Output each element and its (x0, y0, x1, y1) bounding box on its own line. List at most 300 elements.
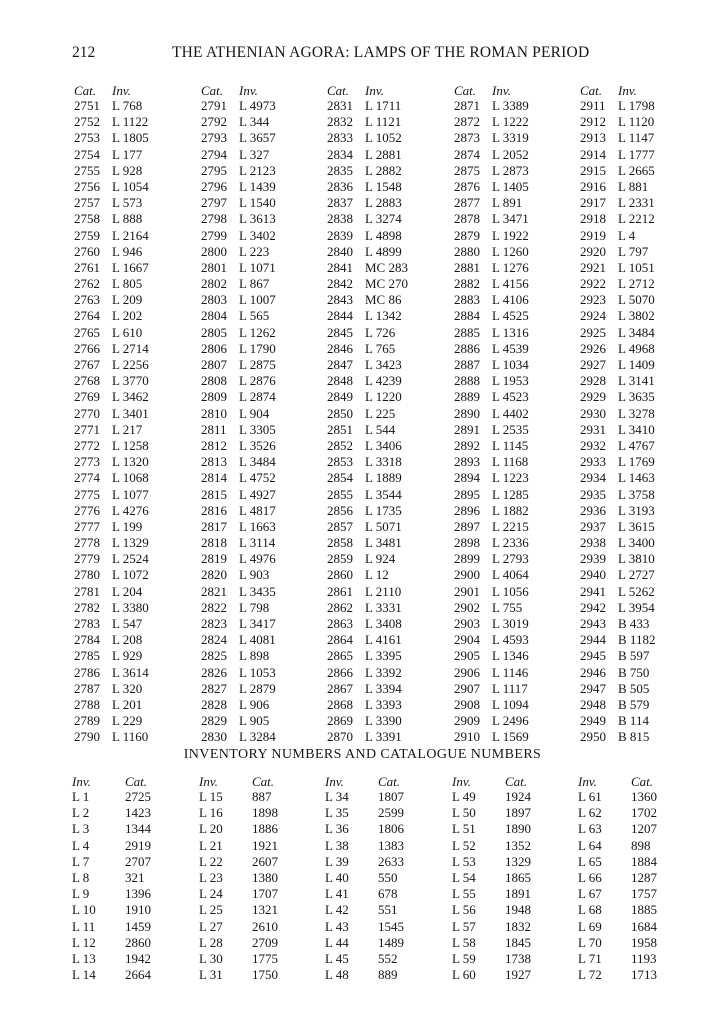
cell-second: L 1889 (365, 470, 402, 486)
cell-second: 1750 (252, 967, 278, 983)
header-second: Cat. (125, 774, 148, 789)
cell-second: B 579 (618, 696, 650, 712)
header-first: Cat. (454, 83, 477, 98)
cell-first: 2797 (201, 195, 227, 211)
cell-first: 2758 (74, 211, 100, 227)
cell-second: L 4899 (365, 243, 402, 259)
cell-first: 2849 (327, 389, 353, 405)
cell-second: B 1182 (618, 632, 656, 648)
header-first: Cat. (201, 83, 224, 98)
cell-first: 2911 (580, 98, 606, 113)
cell-second: L 1540 (239, 195, 276, 211)
header-first: Inv. (452, 774, 471, 789)
cell-second: L 1409 (618, 357, 655, 372)
cell-first: 2934 (580, 470, 606, 486)
cell-first: 2795 (201, 162, 227, 178)
cell-second: L 1220 (365, 389, 402, 405)
cell-second: 2919 (125, 837, 151, 853)
cell-first: L 10 (72, 902, 96, 918)
cell-second: 1806 (378, 821, 404, 837)
cell-first: 2773 (74, 454, 100, 470)
cell-second: 1958 (631, 934, 657, 950)
cell-second: 1885 (631, 902, 657, 918)
cell-first: 2946 (580, 664, 606, 680)
cell-second: L 2496 (492, 713, 529, 729)
cell-second: 1910 (125, 902, 151, 918)
cell-first: 2920 (580, 243, 606, 259)
cell-second: L 1320 (112, 454, 149, 470)
cell-second: 1321 (252, 902, 278, 918)
cell-second: L 1922 (492, 227, 529, 243)
cell-first: 2887 (454, 357, 480, 372)
cell-first: 2874 (454, 146, 480, 162)
cell-first: 2822 (201, 599, 227, 615)
cell-second: L 565 (239, 308, 270, 324)
cell-first: 2766 (74, 340, 100, 356)
cell-first: 2816 (201, 502, 227, 518)
cell-second: L 4106 (492, 292, 529, 308)
cell-second: L 3400 (618, 535, 655, 551)
cell-second: L 2052 (492, 146, 529, 162)
cell-second: MC 86 (365, 292, 402, 308)
cell-first: 2835 (327, 162, 353, 178)
cell-second: L 3402 (239, 227, 276, 243)
cell-first: L 60 (452, 967, 476, 983)
cell-first: 2802 (201, 276, 227, 292)
cell-second: L 4767 (618, 437, 655, 453)
cell-first: 2902 (454, 599, 480, 615)
cell-second: L 204 (112, 583, 143, 599)
cell-second: L 3526 (239, 437, 276, 453)
cell-first: 2798 (201, 211, 227, 227)
cell-first: 2776 (74, 502, 100, 518)
cell-first: 2950 (580, 729, 606, 745)
cell-second: 1459 (125, 918, 151, 934)
cell-first: 2836 (327, 178, 353, 194)
cell-first: 2817 (201, 518, 227, 534)
cell-second: 1423 (125, 805, 151, 821)
cell-first: 2756 (74, 178, 100, 194)
cell-first: 2794 (201, 146, 227, 162)
cell-second: L 4817 (239, 502, 276, 518)
cell-first: L 21 (199, 837, 223, 853)
cell-second: L 4968 (618, 340, 655, 356)
cell-first: L 62 (578, 805, 602, 821)
cell-first: 2882 (454, 276, 480, 292)
cell-first: L 36 (325, 821, 349, 837)
cell-second: L 765 (365, 340, 396, 356)
cell-second: L 3319 (492, 130, 529, 146)
cell-first: 2771 (74, 421, 100, 437)
cell-second: L 3471 (492, 211, 529, 227)
cell-second: L 4898 (365, 227, 402, 243)
cell-second: L 2881 (365, 146, 402, 162)
cell-second: B 815 (618, 729, 650, 745)
cell-first: 2864 (327, 632, 353, 648)
cell-first: 2900 (454, 567, 480, 583)
cell-first: L 35 (325, 805, 349, 821)
cell-second: 2610 (252, 918, 278, 934)
cell-first: L 9 (72, 886, 90, 902)
cell-first: 2858 (327, 535, 353, 551)
cell-second: L 1342 (365, 308, 402, 324)
cell-second: MC 270 (365, 276, 408, 292)
cell-first: 2916 (580, 178, 606, 194)
cell-first: L 64 (578, 837, 602, 853)
header-first: Inv. (72, 774, 91, 789)
cell-second: B 597 (618, 648, 650, 664)
cell-second: 1707 (252, 886, 278, 902)
cell-second: L 1056 (492, 583, 529, 599)
cell-second: L 1569 (492, 729, 529, 745)
cell-second: L 1262 (239, 324, 276, 340)
cell-first: 2937 (580, 518, 606, 534)
cell-first: 2850 (327, 405, 353, 421)
section-heading: INVENTORY NUMBERS AND CATALOGUE NUMBERS (183, 747, 542, 762)
cell-first: 2885 (454, 324, 480, 340)
cell-first: 2862 (327, 599, 353, 615)
cell-second: L 1094 (492, 696, 529, 712)
cell-first: 2886 (454, 340, 480, 356)
cell-first: L 24 (199, 886, 223, 902)
cell-first: 2846 (327, 340, 353, 356)
cell-first: 2908 (454, 696, 480, 712)
cell-second: L 199 (112, 518, 143, 534)
cell-first: 2763 (74, 292, 100, 308)
cell-second: L 2883 (365, 195, 402, 211)
cell-first: 2904 (454, 632, 480, 648)
header-second: Inv. (112, 83, 131, 98)
cell-first: 2796 (201, 178, 227, 194)
cell-second: L 4161 (365, 632, 402, 648)
cell-second: L 202 (112, 308, 143, 324)
cell-first: 2857 (327, 518, 353, 534)
cell-first: 2931 (580, 421, 606, 437)
cell-first: 2894 (454, 470, 480, 486)
cell-first: L 41 (325, 886, 349, 902)
cell-first: L 54 (452, 869, 476, 885)
cell-second: L 4752 (239, 470, 276, 486)
cell-second: L 3406 (365, 437, 402, 453)
cell-first: L 51 (452, 821, 476, 837)
cell-first: L 27 (199, 918, 223, 934)
cell-first: L 11 (72, 918, 96, 934)
cell-first: L 34 (325, 789, 349, 804)
cell-first: 2893 (454, 454, 480, 470)
cell-first: 2918 (580, 211, 606, 227)
cell-second: L 3391 (365, 729, 402, 745)
cell-second: L 2212 (618, 211, 655, 227)
cell-first: 2873 (454, 130, 480, 146)
cell-first: 2863 (327, 616, 353, 631)
cell-second: L 3380 (112, 599, 149, 615)
header-first: Cat. (74, 83, 97, 98)
cell-second: L 4402 (492, 405, 529, 421)
cell-second: 1287 (631, 869, 657, 885)
cell-second: L 544 (365, 421, 396, 437)
cell-first: 2800 (201, 243, 227, 259)
cell-first: L 61 (578, 789, 602, 804)
cell-first: 2940 (580, 567, 606, 583)
cell-first: 2948 (580, 696, 606, 712)
cell-first: 2855 (327, 486, 353, 502)
cell-first: L 58 (452, 934, 476, 950)
cell-second: L 3274 (365, 211, 402, 227)
cell-first: 2913 (580, 130, 606, 146)
cell-first: 2791 (201, 98, 227, 113)
cell-first: L 63 (578, 821, 602, 837)
cell-first: 2813 (201, 454, 227, 470)
cell-first: 2809 (201, 389, 227, 405)
cell-second: L 3394 (365, 680, 402, 696)
cell-first: 2907 (454, 680, 480, 696)
cell-second: L 3284 (239, 729, 276, 745)
cell-second: 2725 (125, 789, 151, 804)
cell-second: L 1769 (618, 454, 655, 470)
cell-first: 2774 (74, 470, 100, 486)
cell-first: L 38 (325, 837, 349, 853)
header-first: Inv. (199, 774, 218, 789)
cell-first: 2866 (327, 664, 353, 680)
cell-second: B 433 (618, 616, 650, 631)
cell-second: 898 (631, 837, 651, 853)
cell-second: L 2535 (492, 421, 529, 437)
cell-first: L 25 (199, 902, 223, 918)
cell-first: 2801 (201, 259, 227, 275)
cell-first: 2761 (74, 259, 100, 275)
cell-second: L 4 (618, 227, 636, 243)
cell-second: L 12 (365, 567, 389, 583)
cell-first: L 39 (325, 853, 349, 869)
cell-second: L 3141 (618, 373, 655, 389)
cell-second: L 4276 (112, 502, 149, 518)
cell-first: 2803 (201, 292, 227, 308)
cell-first: 2775 (74, 486, 100, 502)
cell-second: L 3331 (365, 599, 402, 615)
cell-first: 2939 (580, 551, 606, 567)
cell-first: 2788 (74, 696, 100, 712)
cell-first: 2861 (327, 583, 353, 599)
cell-second: L 1071 (239, 259, 276, 275)
cell-second: L 1117 (492, 680, 528, 696)
cell-first: 2814 (201, 470, 227, 486)
header-second: Cat. (631, 774, 654, 789)
cell-second: 1845 (505, 934, 531, 950)
cell-first: L 30 (199, 950, 223, 966)
cell-second: L 223 (239, 243, 270, 259)
cell-second: L 4064 (492, 567, 529, 583)
cell-second: L 2727 (618, 567, 655, 583)
cell-first: 2860 (327, 567, 353, 583)
cell-first: 2810 (201, 405, 227, 421)
cell-second: L 4525 (492, 308, 529, 324)
cell-second: L 2665 (618, 162, 655, 178)
header-second: Cat. (252, 774, 275, 789)
cell-second: L 201 (112, 696, 143, 712)
cell-second: 1396 (125, 886, 151, 902)
cell-first: 2847 (327, 357, 353, 372)
cell-second: L 209 (112, 292, 143, 308)
cell-first: L 70 (578, 934, 602, 950)
cell-second: L 2336 (492, 535, 529, 551)
cell-second: L 217 (112, 421, 143, 437)
cell-second: L 2164 (112, 227, 149, 243)
cell-first: L 57 (452, 918, 476, 934)
cell-second: L 225 (365, 405, 396, 421)
cell-first: 2815 (201, 486, 227, 502)
cell-second: L 2331 (618, 195, 655, 211)
cell-second: L 1168 (492, 454, 529, 470)
cell-first: 2869 (327, 713, 353, 729)
cell-second: L 1260 (492, 243, 529, 259)
cell-second: L 1735 (365, 502, 402, 518)
cell-second: L 1053 (239, 664, 276, 680)
cell-second: 1890 (505, 821, 531, 837)
cell-second: 1713 (631, 967, 657, 983)
cell-second: L 867 (239, 276, 270, 292)
cell-second: 1886 (252, 821, 278, 837)
cell-second: 321 (125, 869, 145, 885)
cell-second: L 1663 (239, 518, 276, 534)
cell-second: L 3770 (112, 373, 149, 389)
cell-second: L 904 (239, 405, 270, 421)
cell-first: 2825 (201, 648, 227, 664)
cell-second: L 3417 (239, 616, 276, 631)
cell-second: L 1052 (365, 130, 402, 146)
cell-first: 2770 (74, 405, 100, 421)
cell-second: L 3410 (618, 421, 655, 437)
cell-first: 2854 (327, 470, 353, 486)
cell-second: L 903 (239, 567, 270, 583)
cell-second: 551 (378, 902, 398, 918)
cell-second: L 1711 (365, 98, 402, 113)
cell-first: 2772 (74, 437, 100, 453)
cell-first: 2826 (201, 664, 227, 680)
cell-second: 2860 (125, 934, 151, 950)
cell-second: 2707 (125, 853, 151, 869)
running-title: THE ATHENIAN AGORA: LAMPS OF THE ROMAN PERIOD (172, 44, 590, 61)
cell-second: L 2874 (239, 389, 276, 405)
cell-first: 2785 (74, 648, 100, 664)
cell-second: L 2793 (492, 551, 529, 567)
cell-first: 2933 (580, 454, 606, 470)
cell-second: L 1953 (492, 373, 529, 389)
cell-second: L 3019 (492, 616, 529, 631)
cell-first: 2936 (580, 502, 606, 518)
cell-second: 1738 (505, 950, 531, 966)
cell-first: 2784 (74, 632, 100, 648)
cell-second: L 3802 (618, 308, 655, 324)
cell-second: L 1276 (492, 259, 529, 275)
cell-first: 2840 (327, 243, 353, 259)
cell-first: 2888 (454, 373, 480, 389)
cell-first: L 31 (199, 967, 223, 983)
cell-first: 2827 (201, 680, 227, 696)
header-first: Inv. (578, 774, 597, 789)
cell-first: 2754 (74, 146, 100, 162)
cell-first: 2762 (74, 276, 100, 292)
cell-second: L 1122 (112, 114, 149, 130)
cell-second: L 2873 (492, 162, 529, 178)
cell-first: 2915 (580, 162, 606, 178)
cell-second: L 805 (112, 276, 143, 292)
cell-first: L 72 (578, 967, 602, 983)
cell-second: L 4976 (239, 551, 276, 567)
cell-second: 1329 (505, 853, 531, 869)
cell-second: 1898 (252, 805, 278, 821)
cell-first: 2922 (580, 276, 606, 292)
cell-second: L 768 (112, 98, 143, 113)
cell-first: 2910 (454, 729, 480, 745)
cell-second: L 797 (618, 243, 649, 259)
cell-first: 2905 (454, 648, 480, 664)
cell-first: 2829 (201, 713, 227, 729)
cell-first: L 20 (199, 821, 223, 837)
cell-first: 2892 (454, 437, 480, 453)
cell-first: 2839 (327, 227, 353, 243)
cell-second: L 3114 (239, 535, 276, 551)
cell-first: 2877 (454, 195, 480, 211)
cell-first: 2851 (327, 421, 353, 437)
cell-first: 2926 (580, 340, 606, 356)
cell-second: L 3305 (239, 421, 276, 437)
cell-first: 2768 (74, 373, 100, 389)
cell-second: L 4523 (492, 389, 529, 405)
cell-second: L 1805 (112, 130, 149, 146)
cell-second: L 888 (112, 211, 143, 227)
inventory-to-catalogue-table (72, 774, 712, 983)
cell-second: 1684 (631, 918, 657, 934)
cell-second: L 5070 (618, 292, 655, 308)
cell-first: 2932 (580, 437, 606, 453)
cell-second: L 3389 (492, 98, 529, 113)
cell-second: L 4539 (492, 340, 529, 356)
cell-second: L 1439 (239, 178, 276, 194)
cell-second: L 2123 (239, 162, 276, 178)
cell-first: 2895 (454, 486, 480, 502)
cell-first: 2949 (580, 713, 606, 729)
cell-first: 2947 (580, 680, 606, 696)
cell-second: L 327 (239, 146, 270, 162)
cell-first: L 44 (325, 934, 349, 950)
cell-second: L 1072 (112, 567, 149, 583)
cell-first: 2896 (454, 502, 480, 518)
cell-second: L 1798 (618, 98, 655, 113)
cell-first: L 15 (199, 789, 223, 804)
cell-second: L 898 (239, 648, 270, 664)
cell-second: L 3481 (365, 535, 402, 551)
cell-first: 2837 (327, 195, 353, 211)
cell-first: 2943 (580, 616, 606, 631)
cell-first: 2808 (201, 373, 227, 389)
cell-first: 2909 (454, 713, 480, 729)
header-second: Cat. (505, 774, 528, 789)
header-first: Cat. (327, 83, 350, 98)
cell-second: B 114 (618, 713, 649, 729)
cell-second: L 3278 (618, 405, 655, 421)
cell-first: 2875 (454, 162, 480, 178)
cell-second: L 1777 (618, 146, 655, 162)
cell-first: 2871 (454, 98, 480, 113)
cell-first: 2938 (580, 535, 606, 551)
cell-second: L 3462 (112, 389, 149, 405)
cell-second: L 229 (112, 713, 143, 729)
header-second: Inv. (365, 83, 384, 98)
cell-second: L 2714 (112, 340, 149, 356)
cell-second: 1207 (631, 821, 657, 837)
cell-second: L 3484 (239, 454, 276, 470)
cell-second: L 906 (239, 696, 270, 712)
